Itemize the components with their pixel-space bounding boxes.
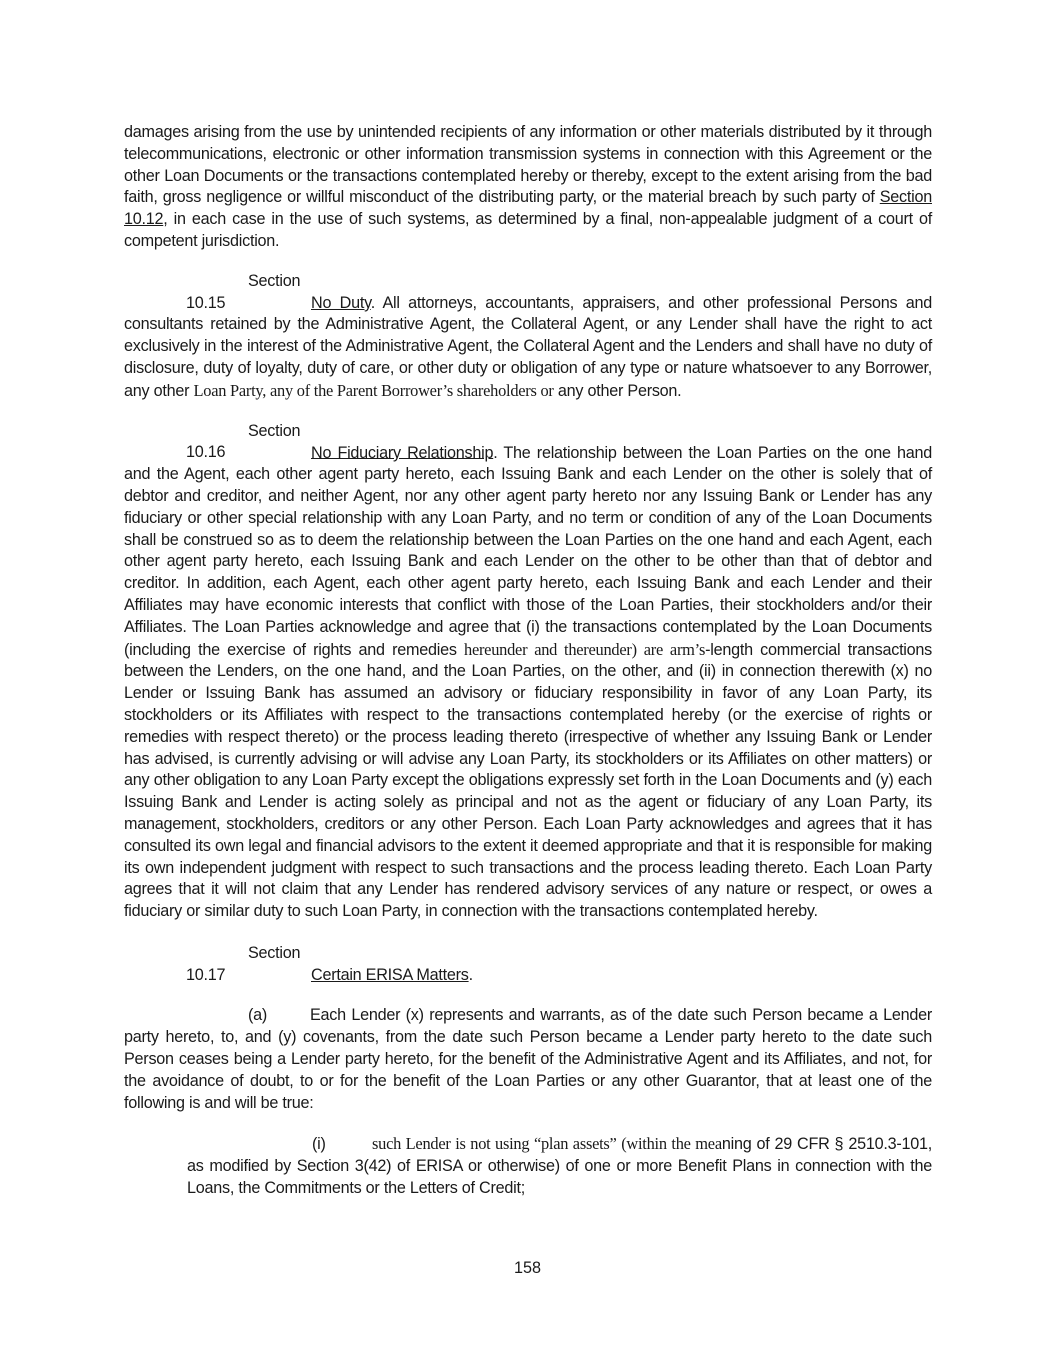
- section-title: No Fiduciary Relationship: [311, 443, 494, 462]
- page-number: 158: [513, 1259, 541, 1277]
- section-number: Section 10.17: [186, 943, 301, 984]
- paragraph-continuation: damages arising from the use by unintended recipients of any information or other materials distributed by it through telecommunications, electronic or other information transmission systems in connection with this Agreement or the other Loan Documents or the transactions contemplated hereby or thereby, except to the extent arising from the bad faith, gross negligence or willful misconduct of the distributing party, or the material breach by such party of Section 10.12, in each case in the use of such systems, as determined by a final, non-appealable judgment of a court of competent jurisdiction.: [124, 123, 932, 250]
- document-page: [124, 122, 932, 1200]
- section-10-16-paragraph: Section 10.16 No Fiduciary Relationship. The relationship between the Loan Parties on the one hand and the Agent, each other agent party hereto, each Issuing Bank and each Lender on the other is solely that of debtor and creditor, and neither Agent, nor any other agent party hereto nor any Issuing Bank or Lender has any fiduciary or other special relationship with any Loan Party, and no term or condition of any of the Loan Documents shall be construed so as to deem the relationship between the Loan Parties on the one hand and each Agent, each other agent party hereto, each Issuing Bank and each Lender on the other to be other than that of debtor and creditor. In addition, each Agent, each other agent party hereto, each Issuing Bank and each Lender and their Affiliates may have economic interests that conflict with those of the Loan Parties, their stockholders and/or their Affiliates. The Loan Parties acknowledge and agree that (i) the transactions contemplated by the Loan Documents (including the exercise of rights and remedies hereunder and thereunder) are arm’s-length commercial transactions between the Lenders, on the one hand, and the Loan Parties, on the other, and (ii) in connection therewith (x) no Lender or Issuing Bank has assumed an advisory or fiduciary responsibility in favor of any Loan Party, its stockholders or its Affiliates with respect to the transactions contemplated hereby (or the exercise of rights or remedies with respect thereto) or the process leading thereto (irrespective of whether any Issuing Bank or Lender has advised, is currently advising or will advise any Loan Party, its stockholders or its Affiliates on other matters) or any other obligation to any Loan Party except the obligations expressly set forth in the Loan Documents and (y) each Issuing Bank and Lender is acting solely as principal and not as the agent or fiduciary of any Loan Party, its management, stockholders, creditors or any other Person. Each Loan Party acknowledges and agrees that it has consulted its own legal and financial advisors to the extent it deemed appropriate and that it is responsible for making its own independent judgment with respect to such transactions and the process leading thereto. Each Loan Party agrees that it will not claim that any Lender has rendered advisory services of any nature or respect, or owes a fiduciary or similar duty to such Loan Party, in connection with the transactions contemplated hereby.: [124, 421, 933, 921]
- section-number: Section 10.16: [186, 421, 301, 462]
- section-10-15-paragraph: Section 10.15 No Duty. All attorneys, accountants, appraisers, and other professional Persons and consultants retained by the Administrative Agent, the Collateral Agent, or any Lender shall have the right to act exclusively in the interest of the Administrative Agent, the Collateral Agent and the Lenders and shall have no duty of disclosure, duty of loyalty, duty of care, or other duty or obligation of any type or nature whatsoever to any Borrower, any other Loan Party, any of the Parent Borrower’s shareholders or any other Person.: [124, 271, 932, 400]
- section-10-17-heading: Section 10.17 Certain ERISA Matters.: [124, 943, 932, 987]
- clause-i-paragraph: (i) such Lender is not using “plan assets” (within the meaning of 29 CFR § 2510.3-101, as modified by Section 3(42) of ERISA or otherwise) of one or more Benefit Plans in connection with the Loans, the Commitments or the Letters of Credit;: [187, 1134, 932, 1198]
- clause-label: (i): [312, 1135, 326, 1154]
- section-title: Certain ERISA Matters: [311, 965, 469, 984]
- section-number: Section 10.15: [186, 271, 301, 312]
- section-10-12-reference: Section 10.12: [124, 188, 932, 229]
- clause-label: (a): [248, 1006, 268, 1025]
- section-title: No Duty: [311, 293, 371, 312]
- clause-a-paragraph: (a) Each Lender (x) represents and warrants, as of the date such Person became a Lender party hereto, to, and (y) covenants, from the date such Person became a Lender party hereto to the date such Person ceases being a Lender party hereto, for the benefit of the Administrative Agent and its Affiliates, and not, for the avoidance of doubt, to or for the benefit of the Loan Parties or any other Guarantor, that at least one of the following is and will be true:: [124, 1006, 932, 1112]
